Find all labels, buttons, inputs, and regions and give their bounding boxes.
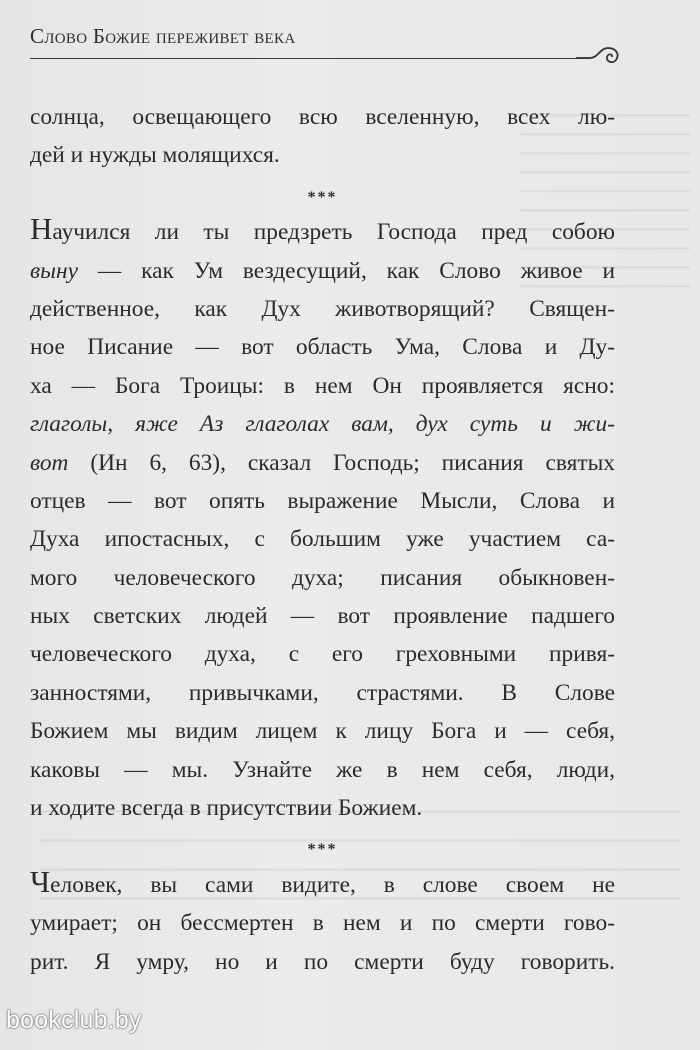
text-line: каковы — мы. Узнайте же в нем себя, люди, (30, 756, 615, 783)
text-line (30, 863, 615, 904)
section-separator: *** (307, 188, 338, 206)
text-line: человеческого духа, с его греховными привя- (30, 641, 615, 668)
text-fragment: аучился ли ты предзреть Господа пред собою (52, 219, 615, 246)
header-rule (30, 58, 590, 59)
text-line: дей и нужды молящихся. (30, 142, 280, 169)
text-fragment: еловек, вы сами видите, в слове своем не (50, 871, 615, 898)
running-head-text: Слово Божие переживет века (30, 24, 296, 48)
scripture-quote: глаголы, яже Аз глаголах вам, дух суть и жи- (30, 411, 615, 438)
text-fragment: — как Ум вездесущий, как Слово живое и (77, 257, 615, 284)
text-line: ное Писание — вот область Ума, Слова и Ду- (30, 334, 615, 361)
text-line (30, 213, 615, 251)
text-line: солнца, освещающего всю вселенную, всех лю- (30, 104, 615, 130)
body-text (30, 98, 615, 981)
text-line: занностями, привычками, страстями. В Слове (30, 679, 615, 706)
text-line: мого человеческого духа; писания обыкновен- (30, 564, 615, 591)
text-line (30, 252, 615, 290)
text-line (30, 444, 615, 482)
scroll-ornament-icon (576, 40, 624, 70)
watermark: bookclub.by (6, 1006, 142, 1034)
text-line: ных светских людей — вот проявление падшего (30, 603, 615, 630)
text-line: умирает; он бессмертен в нем и по смерти гово- (30, 910, 615, 937)
text-line: рит. Я умру, но и по смерти буду говорить. (30, 948, 615, 975)
italic-word: выну (30, 257, 78, 284)
scripture-quote-end: вот (30, 449, 69, 476)
text-line: ха — Бога Троицы: в нем Он проявляется ясно: (30, 372, 615, 399)
text-line: и ходите всегда в присутствии Божием. (30, 795, 423, 822)
text-line: отцев — вот опять выражение Мысли, Слова и (30, 487, 615, 514)
text-line: действенное, как Дух животворящий? Священ- (30, 295, 615, 322)
section-separator: *** (307, 841, 338, 859)
initial-letter: Ч (30, 863, 51, 899)
running-head (30, 24, 295, 49)
text-line (30, 405, 615, 443)
text-line: Духа ипостасных, с большим уже участием са- (30, 526, 615, 553)
initial-letter: Н (30, 211, 53, 247)
text-fragment: (Ин 6, 63), сказал Господь; писания святых (68, 449, 615, 476)
text-line: Божием мы видим лицем к лицу Бога и — себя, (30, 718, 615, 745)
